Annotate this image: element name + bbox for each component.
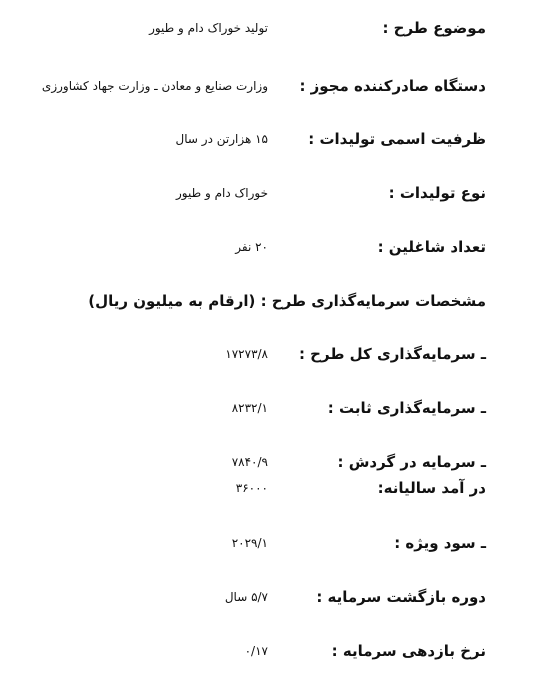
investment-value-net-profit: ۲۰۲۹/۱ — [231, 536, 268, 550]
investment-value-total: ۱۷۲۷۳/۸ — [225, 347, 268, 361]
field-row-subject — [0, 13, 544, 43]
field-value-subject: تولید خوراک دام و طیور — [149, 21, 268, 35]
field-label-nominal-capacity: ظرفیت اسمی تولیدات : — [308, 130, 486, 148]
field-label-license-issuer: دستگاه صادرکننده مجوز : — [299, 77, 486, 95]
field-label-subject: موضوع طرح : — [382, 19, 486, 37]
field-value-nominal-capacity: ۱۵ هزارتن در سال — [175, 132, 268, 146]
investment-label-return-rate: نرخ بازدهی سرمایه : — [331, 642, 486, 660]
investment-value-payback: ۵/۷ سال — [224, 590, 268, 604]
field-row-employees — [0, 232, 544, 262]
investment-value-return-rate: ۰/۱۷ — [244, 644, 268, 658]
investment-row-net-profit — [0, 528, 544, 558]
investment-label-payback: دوره بازگشت سرمایه : — [316, 588, 486, 606]
field-label-product-type: نوع تولیدات : — [388, 184, 486, 202]
investment-label-total: ـ سرمایه‌گذاری کل طرح : — [298, 345, 486, 363]
investment-value-annual-income: ۳۶۰۰۰ — [235, 481, 268, 495]
investment-label-working-capital: ـ سرمایه در گردش : — [337, 453, 486, 471]
investment-row-return-rate — [0, 636, 544, 666]
field-label-employees: تعداد شاغلین : — [377, 238, 486, 256]
investment-label-net-profit: ـ سود ویژه : — [394, 534, 486, 552]
investment-row-payback — [0, 582, 544, 612]
investment-value-working-capital: ۷۸۴۰/۹ — [231, 455, 268, 469]
investment-row-annual-income — [0, 473, 544, 503]
field-row-product-type — [0, 178, 544, 208]
investment-label-fixed: ـ سرمایه‌گذاری ثابت : — [327, 399, 486, 417]
investment-row-fixed — [0, 393, 544, 423]
field-value-employees: ۲۰ نفر — [235, 240, 268, 254]
investment-label-annual-income: در آمد سالیانه: — [377, 479, 486, 497]
investment-value-fixed: ۸۲۳۲/۱ — [231, 401, 268, 415]
investment-heading: مشخصات سرمایه‌گذاری طرح : (ارقام به میلیون ریال) — [88, 292, 486, 310]
investment-heading-row — [0, 286, 544, 316]
field-row-nominal-capacity — [0, 124, 544, 154]
field-row-license-issuer — [0, 71, 544, 101]
field-value-product-type: خوراک دام و طیور — [176, 186, 268, 200]
field-value-license-issuer: وزارت صنایع و معادن ـ وزارت جهاد کشاورزی — [41, 79, 268, 93]
investment-row-total — [0, 339, 544, 369]
